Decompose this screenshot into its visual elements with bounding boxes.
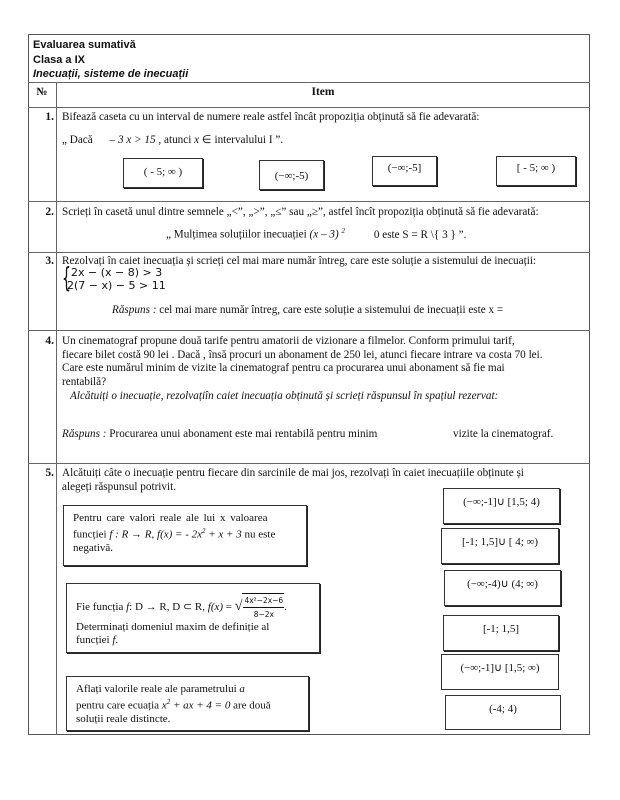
statement-variable: x [194,134,200,146]
inequality-system [62,261,166,294]
task-3-line-2: pentru care ecuația $x^2$ + ax + 4 = 0 are două [76,698,271,712]
answer-option-5[interactable]: (−∞;-1]∪ [1,5; ∞) [441,654,559,690]
item-1-instruction: Bifează caseta cu un interval de numere reale astfel încât propoziția obținută să fie adevarată: [62,111,480,123]
item-number: 5. [45,467,54,479]
item-4-line-2: fiecare bilet costă 90 lei . Dacă , însă procuri un abonament de 250 lei, atunci fiecare intrare va costa 70 lei. [62,349,543,361]
item-5-instruction-1: Alcătuiți câte o inecuație pentru fiecare din sarcinile de mai jos, rezolvați în caiet inecuațiile obținute și [62,467,524,479]
title: Evaluarea sumativă [33,39,136,51]
option-checkbox-4[interactable]: [ - 5; ∞ ) [496,156,576,186]
item-5-instruction-2: alegeți răspunsul potrivit. [62,481,177,493]
task-box-3 [66,676,309,731]
item-2-instruction: Scrieți în casetă unul dintre semnele „<”, „>”, „≤” sau „≥”, astfel încît propoziția obținută să fie adevarată: [62,206,539,218]
item-number: 2. [45,206,54,218]
sqrt-icon: √ [234,599,243,615]
answer-option-3[interactable]: (−∞;-4)∪ (4; ∞) [444,570,561,606]
topic-label: Inecuații, sisteme de inecuații [33,68,189,80]
system-line-1: 2x − (x − 8) > 3 [71,266,163,279]
statement-expression: (x – 3) [309,228,339,241]
item-4-instruction: Alcătuiți o inecuație, rezolvațiîn caiet inecuația obținută și scrieți răspunsul în spațiul rezervat: [70,390,499,402]
option-checkbox-3[interactable]: (−∞;-5] [372,156,437,186]
answer-label: Răspuns : [62,428,107,440]
answer-text: cel mai mare număr întreg, care este soluție a sistemului de inecuații este x = [156,304,504,316]
statement-expression: – 3 x > 15 [109,134,156,146]
column-header-number: № [36,86,48,98]
task-1-line-2: funcției f : R → R, f(x) = - $2x^2 + x + 3$ nu este [73,527,276,541]
statement-prefix: „ Mulțimea soluțiilor inecuației [166,228,307,241]
item-number: 1. [45,111,54,123]
task-2-line-3: funcției f. [76,634,119,646]
item-3-answer [112,304,503,318]
answer-option-2[interactable]: [-1; 1,5]∪ [ 4; ∞) [441,528,559,564]
task-2-line-1: Fie funcția f: D → R, D ⊂ R, f(x) = √ $\frac{\text{4x²−2x−6}}{8-2x}$ . [76,593,310,621]
row-divider-1 [28,201,590,202]
task-box-1 [63,505,307,566]
item-3-answer-field[interactable] [480,300,560,318]
item-3-instruction: Rezolvați în caiet inecuația și scrieți cel mai mare număr întreg, care este soluție a sistemului de inecuații: [62,255,537,267]
answer-option-4[interactable]: [-1; 1,5] [443,615,559,651]
statement-suffix: 0 este S = R \{ 3 } ”. [373,228,467,241]
task-1-line-1: Pentru care valori reale ale lui x valoarea [73,512,268,524]
answer-label: Răspuns : [112,304,157,316]
task-2-line-2: Determinați domeniul maxim de definiție al [76,621,270,633]
row-divider-4 [28,463,590,464]
answer-text: Procurarea unui abonament este mai rentabilă pentru minim [106,428,378,440]
statement-prefix: „ Dacă [62,134,93,146]
row-divider-3 [28,330,590,331]
answer-sign-box[interactable] [290,223,318,239]
task-1-line-3: negativă. [73,541,114,554]
item-4-line-4: rentabilă? [62,376,107,388]
item-4-line-3: Care este numărul minim de vizite la cinematograf pentru ca procurarea unui abonament să fie mai [62,362,505,374]
task-3-line-3: soluții reale distincte. [76,712,171,725]
system-line-2: 2(7 − x) − 5 > 11 [67,279,166,292]
option-checkbox-2[interactable]: (−∞;-5) [259,160,324,190]
system-brace-icon: { [62,261,71,294]
column-header-item: Item [311,86,335,98]
option-checkbox-1[interactable]: ( - 5; ∞ ) [123,158,203,188]
item-4-line-1: Un cinematograf propune două tarife pentru amatorii de vizionare a filmelor. Conform primului tarif, [62,335,515,347]
item-4-answer-suffix: vizite la cinematograf. [453,428,554,440]
item-number: 3. [45,255,54,267]
statement-suffix: ∈ intervalului I ”. [201,134,284,146]
columns-divider [28,107,590,108]
statement-exponent: 2 [341,227,346,235]
header-divider [28,82,590,83]
item-4-answer-field[interactable] [410,424,450,442]
item-1-statement [62,134,283,148]
task-3-line-1: Aflați valorile reale ale parametrului a [76,683,245,695]
task-box-2 [66,583,320,653]
answer-option-1[interactable]: (−∞;-1]∪ [1,5; 4) [443,488,560,524]
row-divider-2 [28,252,590,253]
item-4-answer [62,428,377,442]
item-number: 4. [45,335,54,347]
number-column-divider [56,82,57,735]
statement-mid: , atunci [158,134,192,146]
class-label: Clasa a IX [33,54,85,66]
answer-option-6[interactable]: (-4; 4) [445,695,561,730]
item-2-statement [166,225,466,242]
